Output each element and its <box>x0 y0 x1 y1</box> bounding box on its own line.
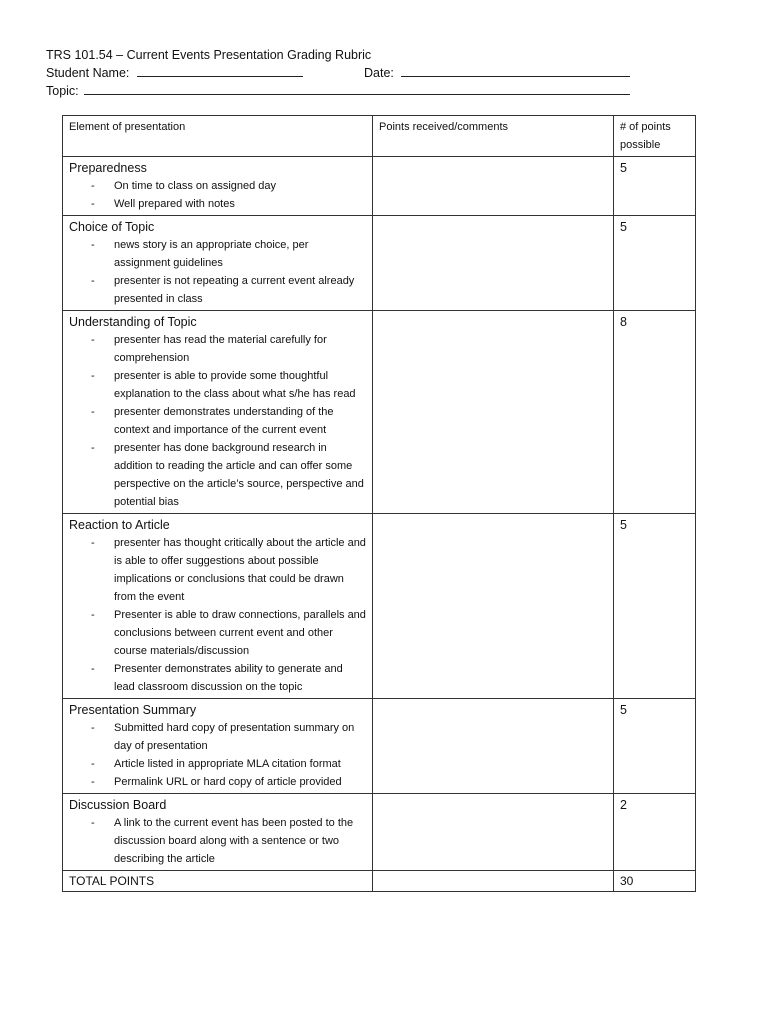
element-cell <box>63 311 373 514</box>
rubric-table <box>62 115 696 892</box>
criterion-item <box>69 367 366 403</box>
topic-field[interactable] <box>84 82 630 95</box>
topic-label: Topic: <box>46 84 79 98</box>
bullet-dash: - <box>91 239 95 251</box>
section-title: Preparedness <box>69 161 147 175</box>
criterion-text: presenter has thought critically about the article and is able to offer suggestions about possible implications or conclusions that could be drawn from the event <box>114 537 366 603</box>
table-row <box>63 216 696 311</box>
total-received-cell[interactable] <box>373 871 614 892</box>
criterion-item <box>69 195 366 213</box>
bullet-dash: - <box>91 198 95 210</box>
criterion-item <box>69 439 366 511</box>
column-header-comments: Points received/comments <box>373 116 614 157</box>
total-row <box>63 871 696 892</box>
element-cell <box>63 157 373 216</box>
total-label: TOTAL POINTS <box>63 871 373 892</box>
column-header-points: # of points possible <box>614 116 696 157</box>
points-received-cell[interactable] <box>373 216 614 311</box>
element-cell <box>63 794 373 871</box>
rubric-header <box>46 46 630 100</box>
criterion-text: Presenter demonstrates ability to generate and lead classroom discussion on the topic <box>114 663 343 693</box>
criterion-item <box>69 331 366 367</box>
criterion-item <box>69 660 366 696</box>
criterion-item <box>69 755 366 773</box>
points-possible-cell: 5 <box>614 157 696 216</box>
bullet-dash: - <box>91 776 95 788</box>
criterion-text: news story is an appropriate choice, per assignment guidelines <box>114 239 309 269</box>
criterion-item <box>69 272 366 308</box>
date-label: Date: <box>364 66 394 80</box>
element-cell <box>63 699 373 794</box>
bullet-dash: - <box>91 406 95 418</box>
rubric-title: TRS 101.54 – Current Events Presentation Grading Rubric <box>46 48 372 62</box>
points-possible-cell: 8 <box>614 311 696 514</box>
bullet-dash: - <box>91 537 95 549</box>
element-cell <box>63 216 373 311</box>
title-line <box>46 46 630 64</box>
bullet-dash: - <box>91 663 95 675</box>
bullet-dash: - <box>91 334 95 346</box>
table-header-row <box>63 116 696 157</box>
table-row <box>63 699 696 794</box>
total-points-possible: 30 <box>614 871 696 892</box>
criterion-item <box>69 773 366 791</box>
criterion-text: Presenter is able to draw connections, parallels and conclusions between current event and other course materials/discussion <box>114 609 366 657</box>
bullet-dash: - <box>91 722 95 734</box>
criterion-text: presenter demonstrates understanding of the context and importance of the current event <box>114 406 334 436</box>
bullet-dash: - <box>91 758 95 770</box>
section-title: Choice of Topic <box>69 220 155 234</box>
section-title: Presentation Summary <box>69 703 197 717</box>
criterion-item <box>69 236 366 272</box>
date-field-group <box>364 64 630 82</box>
date-field[interactable] <box>401 64 630 77</box>
table-row <box>63 514 696 699</box>
criterion-text: Permalink URL or hard copy of article provided <box>114 776 342 788</box>
points-possible-cell: 5 <box>614 699 696 794</box>
criterion-item <box>69 534 366 606</box>
criterion-item <box>69 403 366 439</box>
criterion-item <box>69 606 366 660</box>
table-row <box>63 311 696 514</box>
table-row <box>63 794 696 871</box>
criterion-text: Article listed in appropriate MLA citation format <box>114 758 341 770</box>
section-title: Understanding of Topic <box>69 315 197 329</box>
criterion-text: Submitted hard copy of presentation summary on day of presentation <box>114 722 355 752</box>
bullet-dash: - <box>91 370 95 382</box>
criterion-text: A link to the current event has been posted to the discussion board along with a sentence or two describing the article <box>114 817 354 865</box>
points-possible-cell: 5 <box>614 514 696 699</box>
criterion-text: presenter is able to provide some thoughtful explanation to the class about what s/he has read <box>114 370 356 400</box>
points-received-cell[interactable] <box>373 514 614 699</box>
topic-line <box>46 82 630 100</box>
points-received-cell[interactable] <box>373 311 614 514</box>
bullet-dash: - <box>91 609 95 621</box>
points-possible-cell: 2 <box>614 794 696 871</box>
bullet-dash: - <box>91 442 95 454</box>
element-cell <box>63 514 373 699</box>
criterion-text: On time to class on assigned day <box>114 180 277 192</box>
criterion-text: Well prepared with notes <box>114 198 235 210</box>
criterion-item <box>69 177 366 195</box>
table-row <box>63 157 696 216</box>
student-name-field[interactable] <box>137 64 303 77</box>
bullet-dash: - <box>91 275 95 287</box>
points-received-cell[interactable] <box>373 794 614 871</box>
student-date-line <box>46 64 630 82</box>
column-header-element: Element of presentation <box>63 116 373 157</box>
section-title: Reaction to Article <box>69 518 170 532</box>
bullet-dash: - <box>91 180 95 192</box>
points-possible-cell: 5 <box>614 216 696 311</box>
criterion-text: presenter is not repeating a current event already presented in class <box>114 275 355 305</box>
points-received-cell[interactable] <box>373 699 614 794</box>
criterion-text: presenter has read the material carefully for comprehension <box>114 334 327 364</box>
criterion-text: presenter has done background research in addition to reading the article and can offer some perspective on the article’s source, perspective and potential bias <box>114 442 364 508</box>
student-name-label: Student Name: <box>46 66 130 80</box>
section-title: Discussion Board <box>69 798 167 812</box>
criterion-item <box>69 814 366 868</box>
criterion-item <box>69 719 366 755</box>
points-received-cell[interactable] <box>373 157 614 216</box>
bullet-dash: - <box>91 817 95 829</box>
